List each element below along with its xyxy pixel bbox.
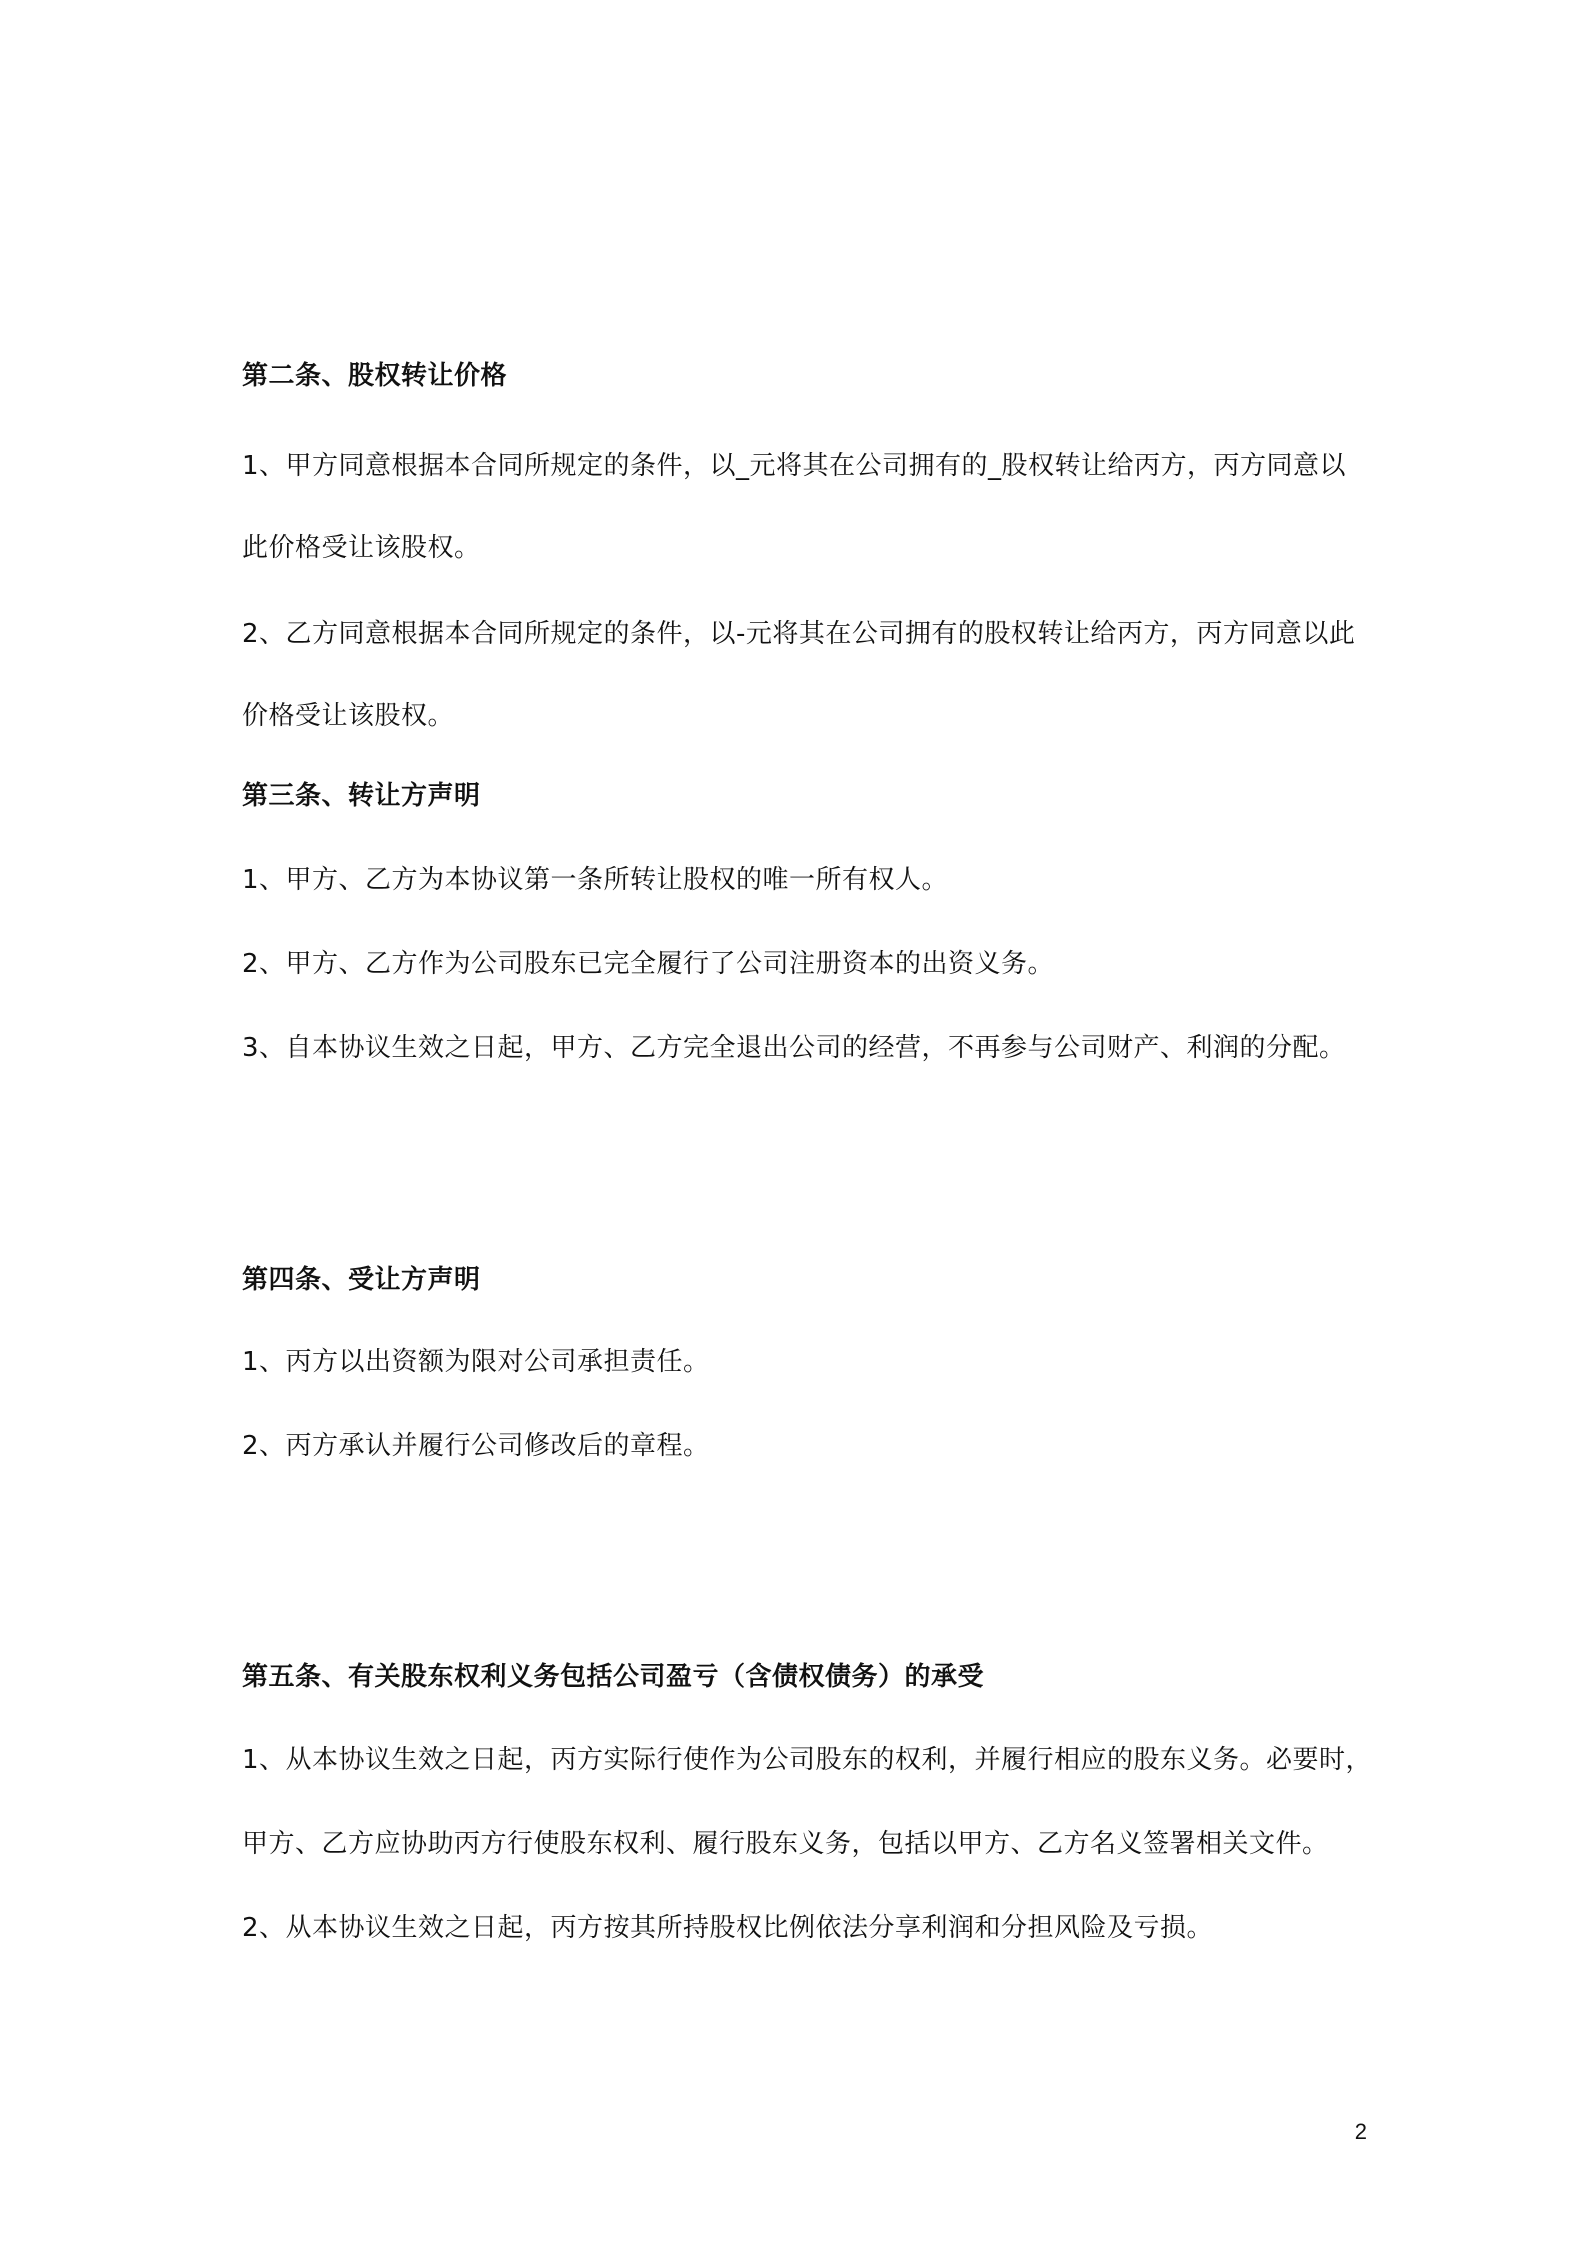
article-2-paragraph-2-line-2: 价格受让该股权。 — [242, 701, 455, 731]
article-3-item-2: 2、甲方、乙方作为公司股东已完全履行了公司注册资本的出资义务。 — [242, 949, 1055, 979]
article-3-item-3: 3、自本协议生效之日起，甲方、乙方完全退出公司的经营，不再参与公司财产、利润的分配。 — [242, 1033, 1346, 1063]
article-2-paragraph-1-line-2: 此价格受让该股权。 — [242, 533, 481, 563]
article-5-paragraph-1-line-2: 甲方、乙方应协助丙方行使股东权利、履行股东义务，包括以甲方、乙方名义签署相关文件。 — [242, 1829, 1329, 1859]
article-5-paragraph-2: 2、从本协议生效之日起，丙方按其所持股权比例依法分享利润和分担风险及亏损。 — [242, 1913, 1214, 1943]
article-4-item-1: 1、丙方以出资额为限对公司承担责任。 — [242, 1347, 710, 1377]
article-5-heading: 第五条、有关股东权利义务包括公司盈亏（含债权债务）的承受 — [242, 1662, 985, 1692]
article-5-paragraph-1-line-1: 1、从本协议生效之日起，丙方实际行使作为公司股东的权利，并履行相应的股东义务。必要时， — [242, 1745, 1373, 1775]
article-4-item-2: 2、丙方承认并履行公司修改后的章程。 — [242, 1431, 710, 1461]
article-4-heading: 第四条、受让方声明 — [242, 1265, 481, 1295]
page-number: 2 — [1354, 2119, 1367, 2144]
article-2-heading: 第二条、股权转让价格 — [242, 361, 508, 391]
article-2-paragraph-1-line-1: 1、甲方同意根据本合同所规定的条件，以_元将其在公司拥有的_股权转让给丙方，丙方同意以 — [242, 451, 1347, 481]
article-3-item-1: 1、甲方、乙方为本协议第一条所转让股权的唯一所有权人。 — [242, 865, 949, 895]
article-3-heading: 第三条、转让方声明 — [242, 781, 481, 811]
article-2-paragraph-2-line-1: 2、乙方同意根据本合同所规定的条件，以-元将其在公司拥有的股权转让给丙方，丙方同意以此 — [242, 619, 1356, 649]
